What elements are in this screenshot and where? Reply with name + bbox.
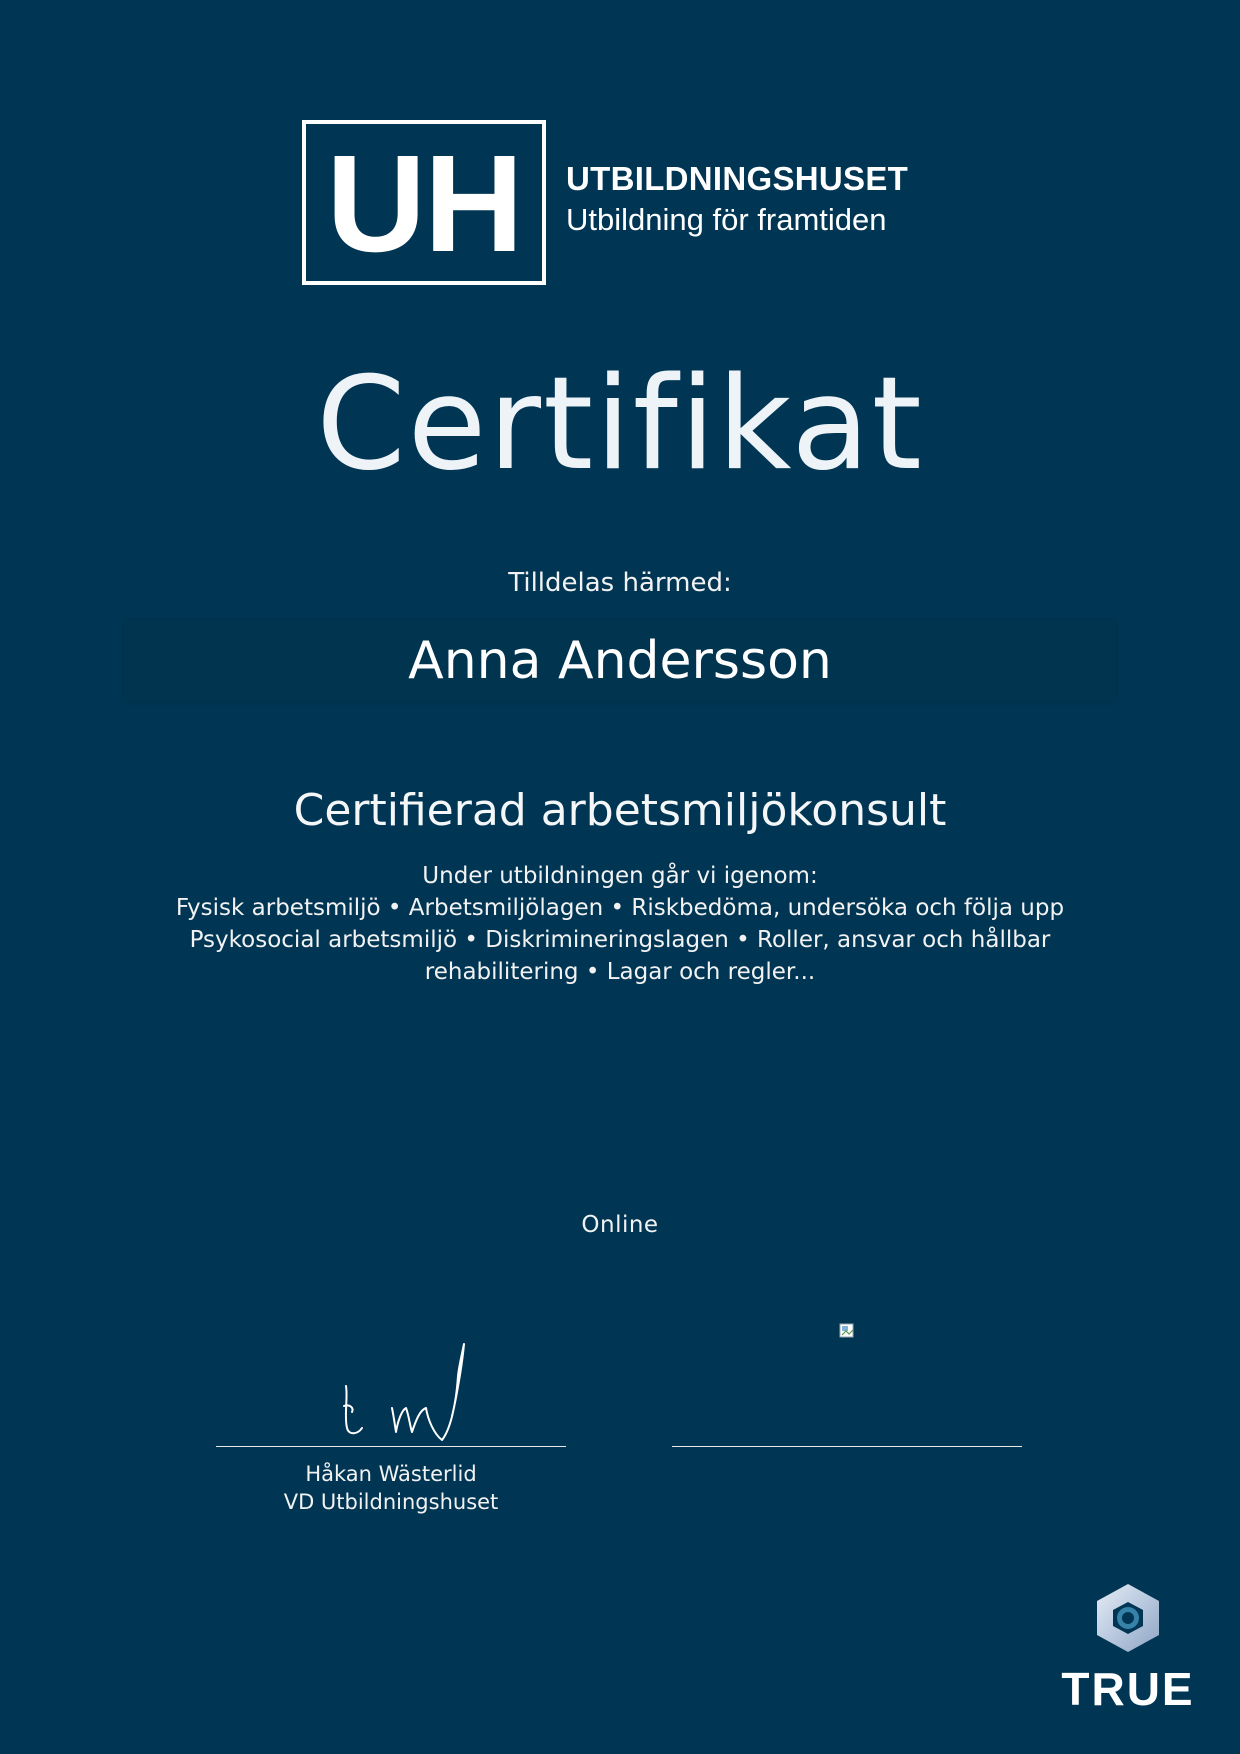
course-description-line: rehabilitering • Lagar och regler... bbox=[424, 959, 816, 985]
course-title: Certifierad arbetsmiljökonsult bbox=[293, 785, 947, 836]
broken-image-icon bbox=[839, 1323, 855, 1339]
course-description bbox=[120, 860, 1120, 988]
recipient-name: Anna Andersson bbox=[408, 631, 832, 691]
awarded-label: Tilldelas härmed: bbox=[508, 568, 732, 598]
partner-name: TRUE bbox=[1061, 1663, 1195, 1715]
signature-line bbox=[672, 1446, 1022, 1447]
course-description-line: Psykosocial arbetsmiljö • Diskrimineringslagen • Roller, ansvar och hållbar bbox=[189, 927, 1051, 953]
logo-name: UTBILDNINGSHUSET bbox=[566, 160, 909, 197]
hexagon-ring-icon bbox=[1093, 1582, 1163, 1654]
signature-line bbox=[216, 1446, 566, 1447]
logo-box bbox=[302, 120, 546, 285]
logo-mark: UH bbox=[326, 126, 522, 281]
course-location: Online bbox=[581, 1212, 659, 1238]
logo-tagline: Utbildning för framtiden bbox=[566, 202, 887, 237]
signer-name: Håkan Wästerlid bbox=[305, 1462, 477, 1486]
signer-role: VD Utbildningshuset bbox=[283, 1490, 499, 1514]
certificate-title: Certifikat bbox=[316, 350, 924, 499]
utbildningshuset-logo bbox=[302, 120, 942, 285]
recipient-box bbox=[124, 620, 1116, 702]
handwritten-signature bbox=[316, 1336, 476, 1446]
course-description-line: Fysisk arbetsmiljö • Arbetsmiljölagen • Riskbedöma, undersöka och följa upp bbox=[175, 895, 1065, 921]
course-description-line: Under utbildningen går vi igenom: bbox=[422, 863, 818, 889]
true-logo bbox=[1060, 1580, 1196, 1715]
